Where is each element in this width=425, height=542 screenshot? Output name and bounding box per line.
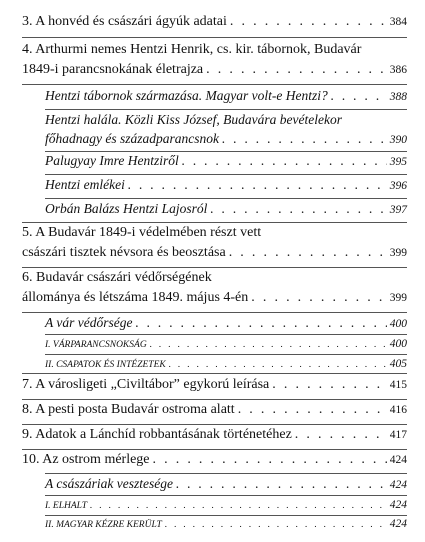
divider — [45, 473, 407, 474]
dot-leader — [150, 340, 387, 350]
toc-page-number: 415 — [389, 379, 407, 391]
dot-leader — [135, 315, 386, 331]
divider — [45, 174, 407, 175]
divider — [22, 267, 407, 268]
dot-leader — [331, 88, 387, 104]
toc-entry-title: 7. A városligeti „Civiltábor” egykorú leírása — [22, 377, 270, 392]
toc-subentry-title: Hentzi emlékei — [45, 177, 125, 192]
toc-page-number: 397 — [389, 204, 407, 216]
toc-subsubentry-title: II. MAGYAR KÉZRE KERÜLT — [45, 520, 162, 530]
divider — [22, 37, 407, 38]
divider — [45, 109, 407, 110]
divider — [22, 312, 407, 313]
toc-page-number: 386 — [389, 64, 407, 76]
dot-leader — [295, 427, 387, 443]
dot-leader — [176, 476, 387, 492]
toc-page-number: 395 — [389, 156, 407, 168]
toc-entry-title: 8. A pesti posta Budavár ostroma alatt — [22, 402, 235, 417]
toc-subentry-title: A vár védőrsége — [45, 315, 133, 330]
toc-page-number: 424 — [389, 518, 407, 530]
toc-entry-title: 5. A Budavár 1849-i védelmében részt vett — [22, 225, 262, 240]
toc-entry-title: 10. Az ostrom mérlege — [22, 452, 150, 467]
toc-page-number: 417 — [389, 429, 407, 441]
toc-page-number: 424 — [389, 479, 407, 491]
toc-subentry-title: Orbán Balázs Hentzi Lajosról — [45, 201, 208, 216]
toc-subsubentry-title: I. VÁRPARANCSNOKSÁG — [45, 340, 147, 350]
toc-page-number: 384 — [389, 16, 407, 28]
dot-leader — [169, 360, 387, 370]
toc-page-number: 388 — [389, 91, 407, 103]
toc-entry-title: 6. Budavár császári védőrségének — [22, 270, 212, 285]
toc-page-number: 416 — [389, 404, 407, 416]
toc-entry-title: 3. A honvéd és császári ágyúk adatai — [22, 14, 227, 29]
dot-leader — [153, 452, 387, 468]
toc-page-number: 424 — [389, 454, 407, 466]
toc-subentry-title: Hentzi tábornok származása. Magyar volt-e Hentzi? — [45, 88, 328, 103]
divider — [22, 84, 407, 85]
dot-leader — [272, 377, 386, 393]
toc-subentry-title: A császáriak vesztesége — [45, 476, 173, 491]
divider — [45, 515, 407, 516]
toc-subsubentry-title: II. CSAPATOK ÉS INTÉZETEK — [45, 360, 166, 370]
dot-leader — [222, 131, 387, 147]
toc-page-number: 390 — [389, 134, 407, 146]
dot-leader — [238, 402, 387, 418]
toc-page-number: 405 — [389, 358, 407, 370]
toc-subentry-title-continued: főhadnagy és századparancsnok — [45, 131, 219, 146]
toc-entry-title-continued: állománya és létszáma 1849. május 4-én — [22, 290, 249, 305]
dot-leader — [206, 62, 387, 78]
divider — [45, 495, 407, 496]
dot-leader — [182, 153, 387, 169]
toc-page-number: 400 — [389, 318, 407, 330]
divider — [45, 198, 407, 199]
toc-page-number: 400 — [389, 338, 407, 350]
dot-leader — [90, 501, 387, 511]
toc-page-number: 399 — [389, 292, 407, 304]
divider — [22, 449, 407, 450]
toc-entry-title: 4. Arthurmi nemes Hentzi Henrik, cs. kir. tábornok, Budavár — [22, 42, 362, 57]
divider — [22, 424, 407, 425]
dot-leader — [251, 290, 386, 306]
dot-leader — [230, 14, 387, 30]
toc-page-number: 396 — [389, 180, 407, 192]
dot-leader — [128, 177, 387, 193]
divider — [22, 399, 407, 400]
toc-entry-title: 9. Adatok a Lánchíd robbantásának történetéhez — [22, 427, 292, 442]
dot-leader — [165, 520, 387, 530]
toc-page-number: 424 — [389, 499, 407, 511]
toc-entry-title-continued: császári tisztek névsora és beosztása — [22, 245, 226, 260]
divider — [45, 354, 407, 355]
toc-subentry-title: Hentzi halála. Közli Kiss József, Budavára bevételekor — [45, 112, 342, 127]
toc-page-number: 399 — [389, 247, 407, 259]
divider — [22, 222, 407, 223]
toc-subsubentry-title: I. ELHALT — [45, 501, 88, 511]
toc-subentry-title: Palugyay Imre Hentziről — [45, 153, 179, 168]
dot-leader — [229, 245, 387, 261]
toc-entry-title-continued: 1849-i parancsnokának életrajza — [22, 62, 204, 77]
divider — [45, 151, 407, 152]
divider — [45, 334, 407, 335]
dot-leader — [210, 201, 386, 217]
divider — [22, 373, 407, 374]
